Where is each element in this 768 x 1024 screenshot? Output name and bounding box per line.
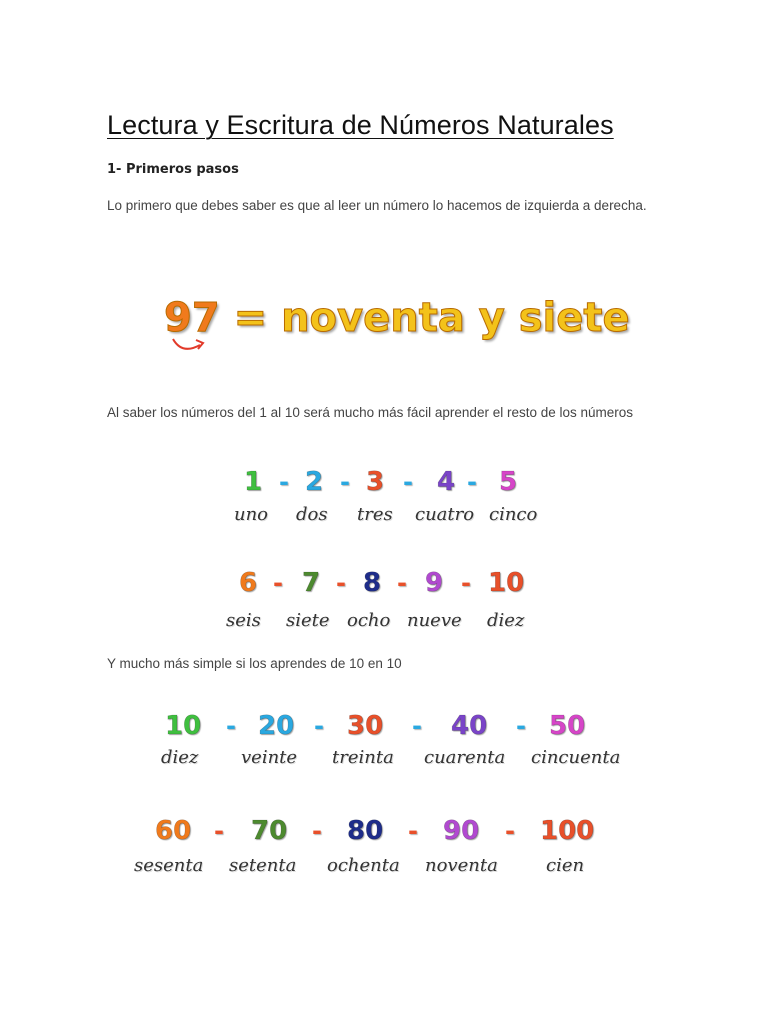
number-word-seis: seis: [226, 610, 261, 631]
separator-dash: -: [408, 817, 418, 845]
number-word-nueve: nueve: [407, 610, 462, 631]
separator-dash: -: [314, 712, 324, 740]
separator-dash: -: [516, 712, 526, 740]
separator-dash: -: [214, 817, 224, 845]
number-word-cinco: cinco: [489, 504, 538, 525]
number-word-uno: uno: [234, 504, 269, 525]
number-70: 70: [251, 816, 288, 846]
reading-arrow-icon: [170, 335, 210, 357]
number-word-noventa: noventa: [425, 855, 498, 876]
separator-dash: -: [273, 569, 283, 597]
number-word-cincuenta: cincuenta: [531, 747, 621, 768]
number-7: 7: [302, 568, 321, 598]
separator-dash: -: [397, 569, 407, 597]
number-30: 30: [347, 711, 384, 741]
number-row-10-50: [0, 710, 768, 768]
number-1: 1: [244, 467, 263, 497]
number-word-sesenta: sesenta: [134, 855, 204, 876]
number-10: 10: [165, 711, 202, 741]
number-8: 8: [363, 568, 382, 598]
separator-dash: -: [403, 468, 413, 496]
number-5: 5: [499, 467, 518, 497]
number-word-cien: cien: [546, 855, 585, 876]
number-word-setenta: setenta: [229, 855, 297, 876]
separator-dash: -: [505, 817, 515, 845]
number-word-dos: dos: [296, 504, 328, 525]
number-word-diez: diez: [487, 610, 525, 631]
page-title: Lectura y Escritura de Números Naturales: [107, 110, 614, 140]
separator-dash: -: [226, 712, 236, 740]
separator-dash: -: [336, 569, 346, 597]
number-3: 3: [366, 467, 385, 497]
number-20: 20: [258, 711, 295, 741]
equation-graphic: [164, 294, 630, 342]
number-word-cuarenta: cuarenta: [424, 747, 506, 768]
number-word-treinta: treinta: [332, 747, 394, 768]
separator-dash: -: [279, 468, 289, 496]
number-80: 80: [347, 816, 384, 846]
number-word-cuatro: cuatro: [415, 504, 475, 525]
number-row-1-5: [0, 466, 768, 525]
number-90: 90: [443, 816, 480, 846]
section-heading: 1- Primeros pasos: [107, 162, 239, 177]
number-60: 60: [155, 816, 192, 846]
number-100: 100: [540, 816, 595, 846]
number-50: 50: [549, 711, 586, 741]
separator-dash: -: [312, 817, 322, 845]
equation-number: 97: [164, 295, 220, 341]
paragraph-one-to-ten: Al saber los números del 1 al 10 será mucho más fácil aprender el resto de los números: [107, 405, 634, 420]
number-6: 6: [239, 568, 258, 598]
number-row-6-10: [0, 567, 768, 631]
number-4: 4: [437, 467, 456, 497]
number-word-ocho: ocho: [347, 610, 391, 631]
number-9: 9: [425, 568, 444, 598]
number-word-ochenta: ochenta: [327, 855, 400, 876]
separator-dash: -: [340, 468, 350, 496]
number-10: 10: [488, 568, 525, 598]
number-row-60-100: [0, 815, 768, 876]
paragraph-tens: Y mucho más simple si los aprendes de 10 en 10: [107, 656, 402, 671]
number-word-tres: tres: [357, 504, 393, 525]
separator-dash: -: [412, 712, 422, 740]
number-word-siete: siete: [286, 610, 330, 631]
equation-equals: =: [233, 295, 268, 341]
number-word-diez: diez: [161, 747, 199, 768]
number-word-veinte: veinte: [241, 747, 298, 768]
number-40: 40: [451, 711, 488, 741]
number-2: 2: [305, 467, 324, 497]
paragraph-reading-direction: Lo primero que debes saber es que al leer un número lo hacemos de izquierda a derecha.: [107, 198, 647, 213]
separator-dash: -: [461, 569, 471, 597]
separator-dash: -: [467, 468, 477, 496]
equation-words: noventa y siete: [281, 295, 630, 341]
